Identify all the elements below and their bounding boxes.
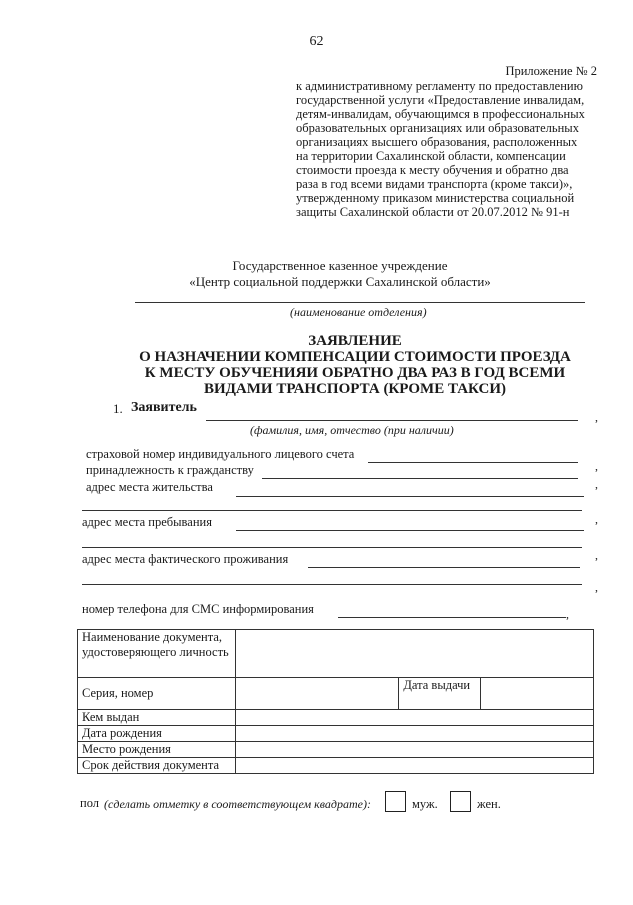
actual-address-label: адрес места фактического проживания bbox=[82, 552, 289, 566]
organization-line1: Государственное казенное учреждение bbox=[232, 258, 448, 273]
annex-title: Приложение № 2 bbox=[505, 64, 597, 78]
residence-line[interactable] bbox=[236, 496, 584, 497]
validity-cell[interactable] bbox=[235, 758, 593, 774]
department-caption: (наименование отделения) bbox=[290, 305, 427, 319]
title-line: О НАЗНАЧЕНИИ КОМПЕНСАЦИИ СТОИМОСТИ ПРОЕЗДА bbox=[139, 349, 571, 365]
actual-address-line[interactable] bbox=[308, 567, 580, 568]
actual-address-line-2[interactable] bbox=[82, 584, 582, 585]
residence-label: адрес места жительства bbox=[86, 480, 213, 494]
annex-line: на территории Сахалинской области, компенсации bbox=[296, 149, 566, 163]
comma: , bbox=[595, 548, 598, 562]
comma: , bbox=[566, 607, 569, 621]
gender-label: пол bbox=[80, 796, 100, 810]
table-row bbox=[78, 742, 594, 758]
phone-label: номер телефона для СМС информирования bbox=[82, 602, 314, 616]
comma: , bbox=[595, 512, 598, 526]
organization-line2: «Центр социальной поддержки Сахалинской области» bbox=[189, 274, 491, 289]
issue-date-label: Дата выдачи bbox=[399, 678, 481, 710]
table-row bbox=[78, 726, 594, 742]
annex-line: к административному регламенту по предоставлению bbox=[296, 79, 583, 93]
applicant-name-line[interactable] bbox=[206, 420, 578, 421]
table-row bbox=[78, 630, 594, 678]
issued-by-cell[interactable] bbox=[235, 710, 593, 726]
title-line: ЗАЯВЛЕНИЕ bbox=[308, 333, 402, 349]
annex-line: защиты Сахалинской области от 20.07.2012 № 91-н bbox=[296, 205, 570, 219]
residence-line-2[interactable] bbox=[82, 510, 582, 511]
document-name-label: Наименование документа, удостоверяющего личность bbox=[78, 630, 236, 678]
annex-line: государственной услуги «Предоставление инвалидам, bbox=[296, 93, 585, 107]
table-row bbox=[78, 678, 594, 710]
series-label: Серия, номер bbox=[78, 678, 236, 710]
citizenship-line[interactable] bbox=[262, 478, 578, 479]
comma: , bbox=[595, 477, 598, 491]
annex-body bbox=[296, 79, 596, 219]
annex-line: организациях высшего образования, расположенных bbox=[296, 135, 578, 149]
female-label: жен. bbox=[477, 797, 501, 811]
issue-date-cell[interactable] bbox=[481, 678, 594, 710]
applicant-name-caption: (фамилия, имя, отчество (при наличии) bbox=[250, 423, 454, 437]
annex-line: утвержденному приказом министерства социальной bbox=[296, 191, 575, 205]
table-row bbox=[78, 710, 594, 726]
female-checkbox[interactable] bbox=[450, 791, 471, 812]
table-row bbox=[78, 758, 594, 774]
birth-date-label: Дата рождения bbox=[78, 726, 236, 742]
title-line: ВИДАМИ ТРАНСПОРТА (КРОМЕ ТАКСИ) bbox=[203, 381, 507, 397]
snils-line[interactable] bbox=[368, 462, 578, 463]
annex-line: детям-инвалидам, обучающимся в профессиональных bbox=[296, 107, 585, 121]
male-checkbox[interactable] bbox=[385, 791, 406, 812]
stay-line-2[interactable] bbox=[82, 547, 582, 548]
comma: , bbox=[595, 459, 598, 473]
page-number: 62 bbox=[309, 34, 324, 49]
comma: , bbox=[595, 410, 598, 424]
document-name-cell[interactable] bbox=[235, 630, 593, 678]
comma: , bbox=[595, 580, 598, 594]
document-title bbox=[120, 333, 590, 397]
citizenship-label: принадлежность к гражданству bbox=[86, 463, 254, 477]
stay-label: адрес места пребывания bbox=[82, 515, 212, 529]
gender-hint: (сделать отметку в соответствующем квадрате): bbox=[104, 797, 371, 811]
section-number: 1. bbox=[113, 401, 123, 416]
title-line: К МЕСТУ ОБУЧЕНИЯИ ОБРАТНО ДВА РАЗ В ГОД ВСЕМИ bbox=[144, 365, 566, 381]
annex-line: образовательных организациях или образовательных bbox=[296, 121, 579, 135]
birth-place-cell[interactable] bbox=[235, 742, 593, 758]
birth-place-label: Место рождения bbox=[78, 742, 236, 758]
department-line[interactable] bbox=[135, 302, 585, 303]
stay-line[interactable] bbox=[236, 530, 584, 531]
applicant-label: Заявитель bbox=[131, 400, 197, 415]
issued-by-label: Кем выдан bbox=[78, 710, 236, 726]
identity-document-table bbox=[77, 629, 594, 774]
birth-date-cell[interactable] bbox=[235, 726, 593, 742]
phone-line[interactable] bbox=[338, 617, 566, 618]
validity-label: Срок действия документа bbox=[78, 758, 236, 774]
annex-line: стоимости проезда к месту обучения и обратно два bbox=[296, 163, 569, 177]
annex-line: раза в год всеми видами транспорта (кроме такси)», bbox=[296, 177, 573, 191]
series-cell[interactable] bbox=[235, 678, 399, 710]
snils-label: страховой номер индивидуального лицевого счета bbox=[86, 447, 355, 461]
male-label: муж. bbox=[412, 797, 438, 811]
